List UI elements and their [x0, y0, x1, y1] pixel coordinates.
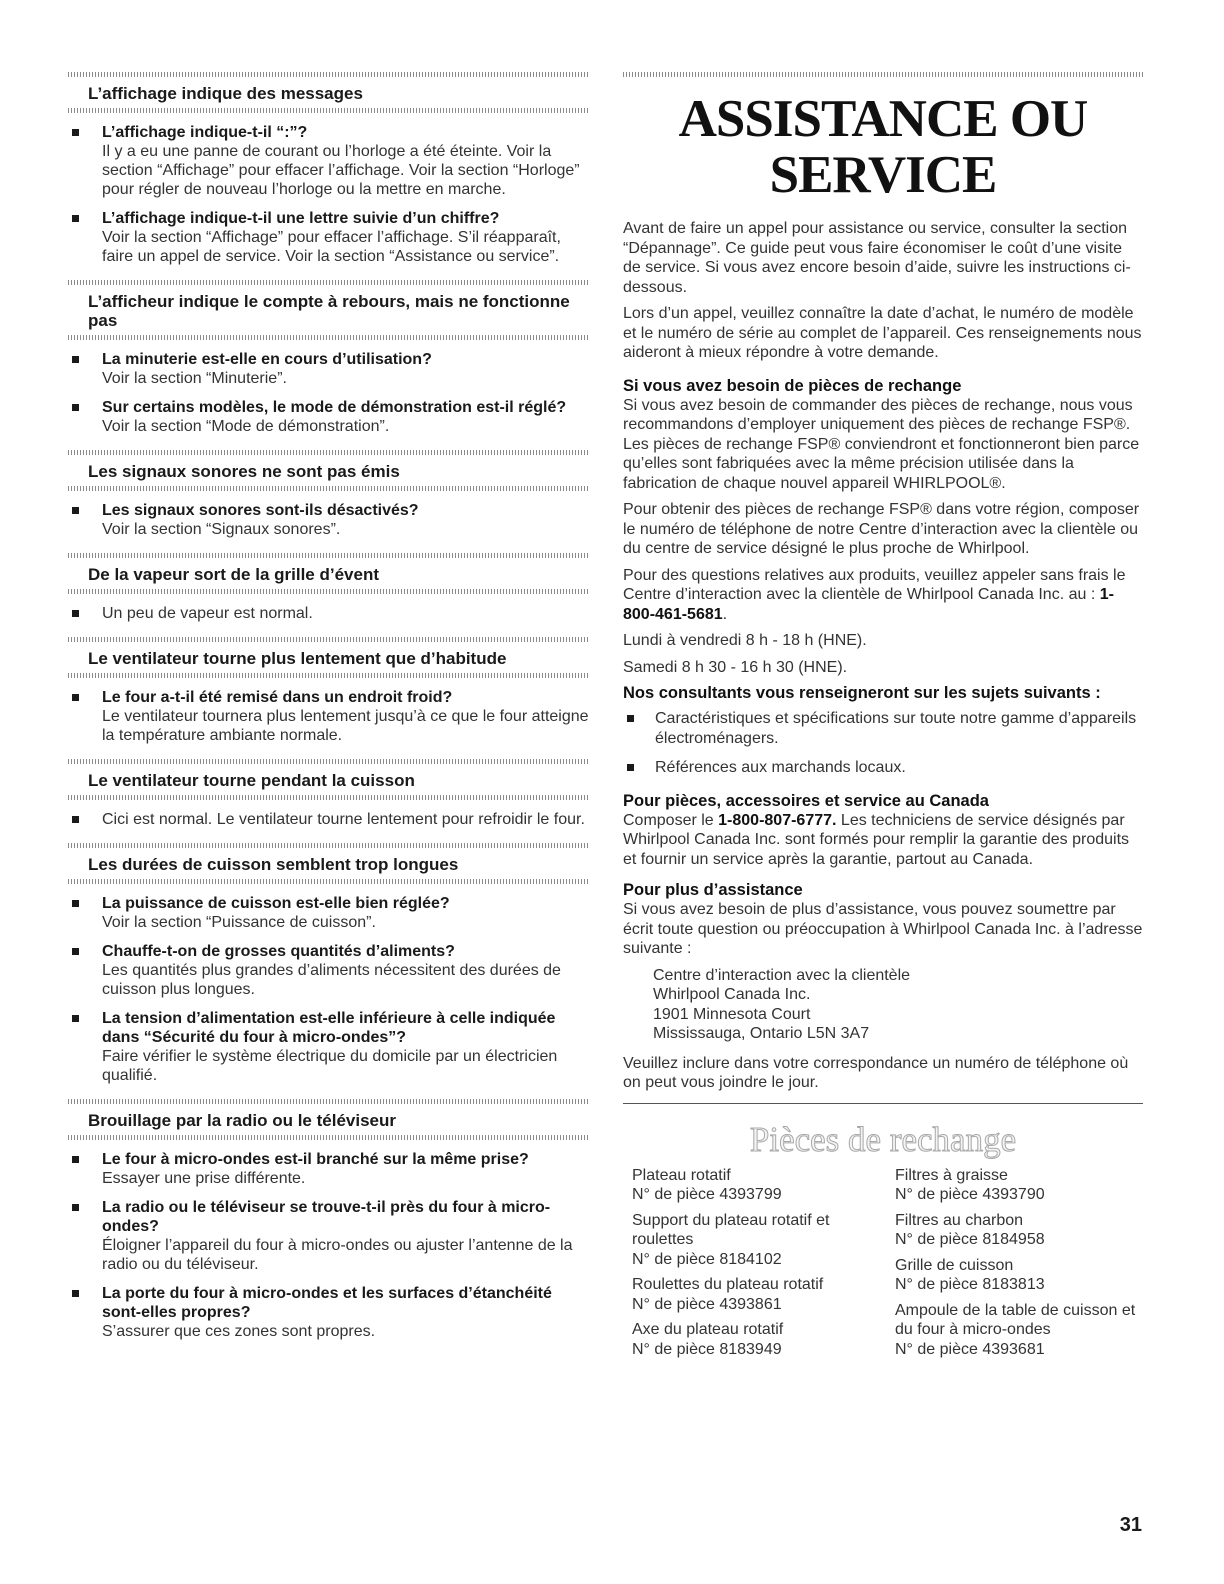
intro-paragraph: Avant de faire un appel pour assistance ou service, consulter la section “Dépannage”. Ce guide peut vous faire économiser le coût d’une visite de service. Si vous avez encore besoin d’aide, suivre les instructions ci-dessous.	[623, 220, 1131, 296]
part-entry	[895, 1211, 1145, 1250]
part-entry	[632, 1275, 882, 1314]
list-item	[68, 942, 590, 999]
square-bullet-icon	[72, 900, 79, 907]
section-steam-vent	[68, 553, 590, 623]
phone-number: 1-800-461-5681	[623, 586, 1114, 623]
part-entry	[632, 1211, 882, 1270]
list-item	[623, 709, 1143, 748]
paragraph: Si vous avez besoin de commander des pièces de rechange, nous vous recommandons d’employer uniquement des pièces de rechange FSP®. Les pièces de rechange FSP® conviendront et fonctionneront bien parce qu’elles sont fabriquées avec la même précision utilisée dans la fabrication de chaque nouvel appareil WHIRLPOOL®.	[623, 396, 1140, 492]
hours-line: Lundi à vendredi 8 h - 18 h (HNE).	[623, 632, 867, 649]
item-answer: Voir la section “Puissance de cuisson”.	[102, 914, 376, 931]
part-number: N° de pièce 8183949	[632, 1340, 782, 1358]
section-band-bottom	[68, 673, 590, 678]
square-bullet-icon	[72, 356, 79, 363]
section-heading: L’afficheur indique le compte à rebours, mais ne fonctionne pas	[88, 292, 570, 330]
item-question: Sur certains modèles, le mode de démonstration est-il réglé?	[102, 399, 567, 416]
list-item	[623, 758, 1143, 778]
part-name: Filtres à graisse	[895, 1166, 1008, 1184]
section-heading: De la vapeur sort de la grille d’évent	[88, 565, 379, 584]
item-question: La puissance de cuisson est-elle bien réglée?	[102, 895, 450, 912]
item-answer: S’assurer que ces zones sont propres.	[102, 1323, 376, 1340]
section-countdown	[68, 280, 590, 436]
item-question: L’affichage indique-t-il “:”?	[102, 124, 308, 141]
section-band-bottom	[68, 589, 590, 594]
part-number: N° de pièce 8183813	[895, 1276, 1045, 1293]
hours-line: Samedi 8 h 30 - 16 h 30 (HNE).	[623, 658, 848, 676]
part-name: Grille de cuisson	[895, 1256, 1014, 1274]
part-number: N° de pièce 8184958	[895, 1231, 1045, 1248]
item-answer: Essayer une prise différente.	[102, 1170, 306, 1187]
item-answer: Un peu de vapeur est normal.	[102, 605, 313, 622]
replacement-parts-list	[623, 1166, 1143, 1406]
assistance-column	[623, 72, 1143, 1406]
list-item	[68, 501, 590, 539]
square-bullet-icon	[72, 215, 79, 222]
section-radio-tv-interference	[68, 1099, 590, 1341]
list-item-text: Caractéristiques et spécifications sur toute notre gamme d’appareils électroménagers.	[655, 710, 1137, 747]
item-answer: Le ventilateur tournera plus lentement jusqu’à ce que le four atteigne la température ambiante normale.	[102, 708, 589, 744]
square-bullet-icon	[72, 1015, 79, 1022]
square-bullet-icon	[627, 715, 634, 722]
subheading: Pour pièces, accessoires et service au Canada	[623, 791, 989, 810]
item-question: La tension d’alimentation est-elle inférieure à celle indiquée dans “Sécurité du four à micro-ondes”?	[102, 1010, 556, 1046]
part-name: Roulettes du plateau rotatif	[632, 1276, 824, 1293]
page-number: 31	[1119, 1514, 1142, 1536]
item-answer: Voir la section “Affichage” pour effacer l’affichage. S’il réapparaît, faire un appel de service. Voir la section “Assistance ou service”.	[102, 229, 561, 265]
part-entry	[632, 1320, 882, 1359]
subheading: Nos consultants vous renseigneront sur les sujets suivants :	[623, 684, 1101, 702]
part-entry	[632, 1166, 882, 1205]
item-question: L’affichage indique-t-il une lettre suivie d’un chiffre?	[102, 210, 500, 227]
list-item-text: Références aux marchands locaux.	[655, 759, 906, 776]
address-line: Mississauga, Ontario L5N 3A7	[653, 1025, 870, 1042]
item-answer: Cici est normal. Le ventilateur tourne lentement pour refroidir le four.	[102, 811, 585, 828]
part-number: N° de pièce 4393861	[632, 1295, 782, 1313]
address-line: 1901 Minnesota Court	[653, 1005, 811, 1023]
item-answer: Les quantités plus grandes d’aliments nécessitent des durées de cuisson plus longues.	[102, 962, 561, 998]
section-sound-signals	[68, 450, 590, 539]
address-line: Centre d’interaction avec la clientèle	[653, 966, 911, 984]
part-entry	[895, 1256, 1145, 1295]
list-item	[68, 810, 590, 829]
parts-title: Pièces de rechange	[749, 1119, 1017, 1159]
item-question: Le four a-t-il été remisé dans un endroit froid?	[102, 689, 453, 706]
item-answer: Éloigner l’appareil du four à micro-ondes ou ajuster l’antenne de la radio ou du téléviseur.	[102, 1237, 573, 1273]
phone-number: 1-800-807-6777.	[718, 811, 837, 829]
part-number: N° de pièce 4393681	[895, 1340, 1045, 1358]
square-bullet-icon	[72, 1204, 79, 1211]
list-item	[68, 398, 590, 436]
list-item	[68, 1150, 590, 1188]
part-name: Filtres au charbon	[895, 1211, 1024, 1229]
list-item	[68, 604, 590, 623]
mailing-address	[623, 966, 1143, 1044]
part-name: Support du plateau rotatif et roulettes	[632, 1211, 830, 1248]
square-bullet-icon	[627, 764, 634, 771]
square-bullet-icon	[72, 610, 79, 617]
section-heading: Le ventilateur tourne plus lentement que d’habitude	[88, 649, 507, 668]
section-band-bottom	[68, 795, 590, 800]
paragraph: Pour obtenir des pièces de rechange FSP® dans votre région, composer le numéro de téléphone de notre Centre d’interaction avec la clientèle ou du centre de service désigné le plus proche de Whirlpool.	[623, 501, 1140, 557]
square-bullet-icon	[72, 404, 79, 411]
questions-text: Pour des questions relatives aux produits, veuillez appeler sans frais le Centre d’interaction avec la clientèle de Whirlpool Canada Inc. au :	[623, 566, 1126, 603]
part-entry	[895, 1301, 1145, 1360]
intro-paragraph: Lors d’un appel, veuillez connaître la date d’achat, le numéro de modèle et le numéro de série au complet de l’appareil. Ces renseignements nous aideront à mieux répondre à votre demande.	[623, 305, 1142, 361]
part-number: N° de pièce 8184102	[632, 1250, 782, 1268]
list-item	[68, 350, 590, 388]
item-answer: Voir la section “Signaux sonores”.	[102, 521, 341, 538]
paragraph: Veuillez inclure dans votre correspondance un numéro de téléphone où on peut vous joindre le jour.	[623, 1054, 1129, 1091]
square-bullet-icon	[72, 507, 79, 514]
list-item	[68, 894, 590, 932]
square-bullet-icon	[72, 694, 79, 701]
paragraph: Si vous avez besoin de plus d’assistance, vous pouvez soumettre par écrit toute question ou préoccupation à Whirlpool Canada Inc. à l’adresse suivante :	[623, 901, 1143, 957]
square-bullet-icon	[72, 1156, 79, 1163]
section-heading: Brouillage par la radio ou le téléviseur	[88, 1111, 396, 1130]
list-item	[68, 1284, 590, 1341]
section-fan-slow	[68, 637, 590, 745]
section-heading: Les signaux sonores ne sont pas émis	[88, 462, 400, 481]
item-question: La minuterie est-elle en cours d’utilisation?	[102, 351, 432, 368]
item-answer: Faire vérifier le système électrique du domicile par un électricien qualifié.	[102, 1048, 558, 1084]
section-cooking-times	[68, 843, 590, 1085]
list-item	[68, 1009, 590, 1085]
item-answer: Il y a eu une panne de courant ou l’horloge a été éteinte. Voir la section “Affichage” pour effacer l’affichage. Voir la section “Horloge” pour régler de nouveau l’horloge ou la mettre en marche.	[102, 143, 580, 198]
part-entry	[895, 1166, 1145, 1205]
section-band-bottom	[68, 879, 590, 884]
troubleshooting-column	[68, 72, 590, 1341]
part-name: Ampoule de la table de cuisson et du four à micro-ondes	[895, 1301, 1136, 1338]
part-number: N° de pièce 4393799	[632, 1186, 782, 1203]
section-fan-cooking	[68, 759, 590, 829]
item-question: Chauffe-t-on de grosses quantités d’aliments?	[102, 943, 455, 960]
section-band-bottom	[68, 1135, 590, 1140]
item-answer: Voir la section “Minuterie”.	[102, 370, 287, 387]
item-answer: Voir la section “Mode de démonstration”.	[102, 418, 390, 435]
section-band-bottom	[68, 486, 590, 491]
page-title: ASSISTANCE OU SERVICE	[678, 90, 1088, 204]
item-question: Les signaux sonores sont-ils désactivés?	[102, 502, 419, 519]
item-question: La porte du four à micro-ondes et les surfaces d’étanchéité sont-elles propres?	[102, 1285, 552, 1321]
item-question: La radio ou le téléviseur se trouve-t-il près du four à micro-ondes?	[102, 1199, 551, 1235]
parts-column	[895, 1166, 1145, 1366]
part-number: N° de pièce 4393790	[895, 1186, 1045, 1203]
section-band-bottom	[68, 108, 590, 113]
section-heading: Les durées de cuisson semblent trop longues	[88, 855, 459, 874]
item-question: Le four à micro-ondes est-il branché sur la même prise?	[102, 1151, 529, 1168]
part-name: Plateau rotatif	[632, 1166, 731, 1184]
square-bullet-icon	[72, 1290, 79, 1297]
canada-post-text: Les techniciens de service désignés par Whirlpool Canada Inc. sont formés pour remplir la garantie des produits et fournir un service après la garantie, partout au Canada.	[623, 811, 1130, 868]
list-item	[68, 1198, 590, 1274]
square-bullet-icon	[72, 948, 79, 955]
address-line: Whirlpool Canada Inc.	[653, 986, 811, 1003]
subheading: Pour plus d’assistance	[623, 881, 803, 899]
list-item	[68, 123, 590, 199]
list-item	[68, 209, 590, 266]
list-item	[68, 688, 590, 745]
paragraph: Pour des questions relatives aux produits, veuillez appeler sans frais le Centre d’interaction avec la clientèle de Whirlpool Canada Inc. au : 1-800-461-5681.	[623, 566, 1126, 623]
section-display-messages	[68, 72, 590, 266]
section-heading: L’affichage indique des messages	[88, 84, 363, 103]
square-bullet-icon	[72, 816, 79, 823]
part-name: Axe du plateau rotatif	[632, 1321, 784, 1338]
divider	[623, 1103, 1143, 1104]
parts-column	[632, 1166, 882, 1366]
section-heading: Le ventilateur tourne pendant la cuisson	[88, 771, 415, 790]
paragraph	[623, 811, 1143, 870]
title-band	[623, 72, 1143, 77]
subheading: Si vous avez besoin de pièces de rechange	[623, 376, 962, 395]
canada-pre-text: Composer le	[623, 811, 714, 829]
section-band-bottom	[68, 335, 590, 340]
square-bullet-icon	[72, 129, 79, 136]
